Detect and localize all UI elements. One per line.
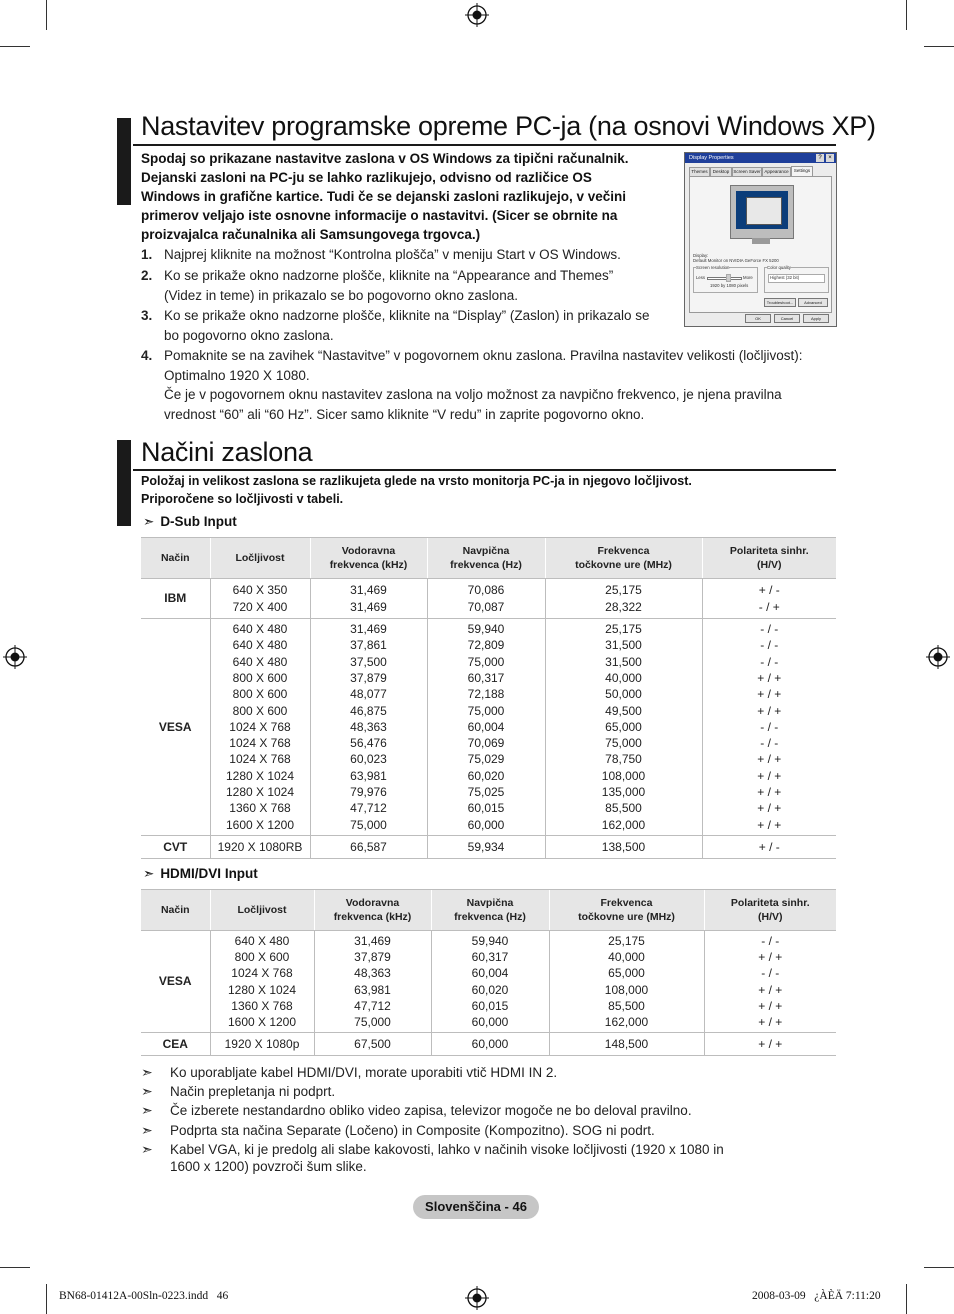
dialog-titlebar	[685, 153, 836, 163]
monitor-illustration	[730, 185, 794, 239]
cell-horizontal-freq: 67,500	[314, 1033, 431, 1056]
step-2	[141, 266, 701, 306]
tab-themes: Themes	[689, 167, 710, 177]
cell-sync-polarity: + / - - / +	[702, 579, 836, 619]
dsub-label-text: D-Sub Input	[160, 514, 237, 529]
note-item	[141, 1083, 831, 1101]
crop-mark	[906, 0, 907, 30]
apply-button: Apply	[803, 314, 829, 323]
arrow-icon: ➣	[141, 1141, 153, 1157]
col-header-pixel-clock: Frekvenca točkovne ure (MHz)	[545, 538, 702, 579]
cell-horizontal-freq: 31,469 37,879 48,363 63,981 47,712 75,000	[314, 931, 431, 1033]
step-number: 3.	[141, 308, 153, 323]
cell-vertical-freq: 59,934	[427, 836, 545, 859]
section-title-pc-setup: Nastavitev programske opreme PC-ja (na osnovi Windows XP)	[141, 111, 876, 141]
cell-sync-polarity: - / - + / + - / - + / + + / + + / +	[704, 931, 836, 1033]
col-header-resolution: Ločljivost	[210, 890, 314, 931]
cell-resolution: 640 X 350 720 X 400	[210, 579, 310, 619]
table-row	[141, 619, 836, 836]
crop-mark	[46, 1284, 47, 1314]
advanced-button: Advanced	[798, 298, 828, 307]
cell-pixel-clock: 25,175 31,500 31,500 40,000 50,000 49,500 65,000 75,000 78,750 108,000 135,000 85,500 162,000	[545, 619, 702, 836]
tab-screen-saver: Screen Saver	[732, 167, 762, 177]
col-header-mode: Način	[141, 538, 210, 579]
step-4	[141, 346, 841, 426]
step-number: 1.	[141, 247, 153, 262]
registration-mark-icon	[465, 1286, 489, 1310]
section-bar	[117, 118, 131, 205]
crop-mark	[924, 1267, 954, 1268]
cell-horizontal-freq: 31,469 37,861 37,500 37,879 48,077 46,875 48,363 56,476 60,023 63,981 79,976 47,712 75,000	[310, 619, 427, 836]
intro-line: proizvajalca računalnika ali Samsungovega trgovca.)	[141, 227, 481, 242]
cell-vertical-freq: 60,000	[431, 1033, 549, 1056]
section-rule	[133, 144, 836, 146]
print-slug-left: BN68-01412A-00Sln-0223.indd 46	[59, 1290, 229, 1302]
cell-vertical-freq: 59,940 60,317 60,004 60,020 60,015 60,000	[431, 931, 549, 1033]
monitor-stand	[752, 238, 770, 244]
tab-desktop: Desktop	[710, 167, 732, 177]
step-number: 2.	[141, 268, 153, 283]
col-header-resolution: Ločljivost	[210, 538, 310, 579]
note-item	[141, 1141, 831, 1177]
registration-mark-icon	[465, 3, 489, 27]
dialog-pane	[689, 176, 832, 313]
print-slug-right: 2008-03-09 ¿ÀÈÄ 7:11:20	[752, 1290, 881, 1302]
step-text: Ko se prikaže okno nadzorne plošče, kliknite na “Display” (Zaslon) in prikazalo se bo pogovorno okno zaslona.	[164, 308, 650, 343]
section-title-display-modes: Načini zaslona	[141, 437, 313, 467]
pc-setup-intro	[141, 149, 671, 244]
crop-mark	[46, 0, 47, 30]
cell-pixel-clock: 148,500	[549, 1033, 704, 1056]
cell-pixel-clock: 25,175 40,000 65,000 108,000 85,500 162,000	[549, 931, 704, 1033]
arrow-icon: ➣	[143, 866, 155, 881]
hdmi-input-label	[143, 866, 258, 882]
crop-mark	[0, 46, 30, 47]
step-text: Ko se prikaže okno nadzorne plošče, kliknite na “Appearance and Themes” (Videz in teme) in prikazalo se bo pogovorno okno zaslona.	[164, 268, 614, 303]
col-header-pixel-clock: Frekvenca točkovne ure (MHz)	[549, 890, 704, 931]
ok-button: OK	[745, 314, 771, 323]
dsub-table	[141, 537, 836, 859]
note-text: Podprta sta načina Separate (Ločeno) in Composite (Kompozitno). SOG ni podrt.	[170, 1123, 655, 1138]
col-header-sync-polarity: Polariteta sinhr. (H/V)	[704, 890, 836, 931]
hdmi-label-text: HDMI/DVI Input	[160, 866, 258, 881]
display-label: Display:	[693, 253, 709, 258]
resolution-label: Screen resolution	[696, 265, 730, 270]
table-row	[141, 836, 836, 859]
crop-mark	[924, 46, 954, 47]
note-text: Ko uporabljate kabel HDMI/DVI, morate uporabiti vtič HDMI IN 2.	[170, 1065, 558, 1080]
table-row	[141, 931, 836, 1033]
step-number: 4.	[141, 348, 153, 363]
registration-mark-icon	[926, 645, 950, 669]
display-value: Default Monitor on NVIDIA GeForce FX 5200	[693, 258, 779, 263]
arrow-icon: ➣	[143, 514, 155, 529]
cell-mode: VESA	[141, 619, 210, 836]
arrow-icon: ➣	[141, 1064, 153, 1080]
cell-resolution: 640 X 480 640 X 480 640 X 480 800 X 600 800 X 600 800 X 600 1024 X 768 1024 X 768 1024 X 768 1280 X 1024 1280 X 1024 1360 X 768 1600 X 1200	[210, 619, 310, 836]
col-header-vertical-freq: Navpična frekvenca (Hz)	[431, 890, 549, 931]
cell-horizontal-freq: 66,587	[310, 836, 427, 859]
cell-mode: VESA	[141, 931, 210, 1033]
arrow-icon: ➣	[141, 1102, 153, 1118]
help-icon: ?	[816, 154, 824, 162]
intro-line: primerov veljajo iste osnovne informacije o nastavitvi. (Sicer se obrnite na	[141, 208, 618, 223]
intro-line: Položaj in velikost zaslona se razlikujeta glede na vrsto monitorja PC-ja in njegovo ločljivost.	[141, 474, 692, 488]
hdmi-table	[141, 889, 836, 1056]
arrow-icon: ➣	[141, 1122, 153, 1138]
table-row	[141, 579, 836, 619]
monitor-window	[746, 197, 782, 225]
cell-mode: IBM	[141, 579, 210, 619]
step-1	[141, 245, 701, 265]
dialog-title: Display Properties	[689, 155, 734, 161]
col-header-sync-polarity: Polariteta sinhr. (H/V)	[702, 538, 836, 579]
intro-line: Priporočene so ločljivosti v tabeli.	[141, 491, 344, 506]
tab-appearance: Appearance	[762, 167, 791, 177]
note-text: Način prepletanja ni podprt.	[170, 1084, 336, 1099]
table-header-row	[141, 538, 836, 579]
cell-sync-polarity: + / -	[702, 836, 836, 859]
table-row	[141, 1033, 836, 1056]
troubleshoot-button: Troubleshoot...	[764, 298, 796, 307]
tab-settings: Settings	[791, 166, 813, 177]
page-number-badge: Slovenščina - 46	[413, 1195, 539, 1219]
crop-mark	[906, 1284, 907, 1314]
intro-line: Dejanski zasloni na PC-ju se lahko razlikujejo, odvisno od različice OS	[141, 170, 592, 185]
more-label: More	[743, 275, 753, 280]
cell-vertical-freq: 59,940 72,809 75,000 60,317 72,188 75,000 60,004 70,069 75,029 60,020 75,025 60,015 60,000	[427, 619, 545, 836]
step-3	[141, 306, 701, 346]
color-label: Color quality	[767, 265, 791, 270]
cell-resolution: 640 X 480 800 X 600 1024 X 768 1280 X 1024 1360 X 768 1600 X 1200	[210, 931, 314, 1033]
cell-vertical-freq: 70,086 70,087	[427, 579, 545, 619]
cell-sync-polarity: + / +	[704, 1033, 836, 1056]
table-header-row	[141, 890, 836, 931]
dsub-input-label	[143, 514, 237, 530]
arrow-icon: ➣	[141, 1083, 153, 1099]
resolution-slider	[707, 277, 742, 280]
registration-mark-icon	[3, 645, 27, 669]
col-header-mode: Način	[141, 890, 210, 931]
intro-line: Spodaj so prikazane nastavitve zaslona v OS Windows za tipični računalnik.	[141, 151, 629, 166]
note-item	[141, 1064, 831, 1082]
cell-sync-polarity: - / - - / - - / - + / + + / + + / + - / - - / - + / + + / + + / + + / + + / +	[702, 619, 836, 836]
cell-resolution: 1920 X 1080p	[210, 1033, 314, 1056]
note-text: Kabel VGA, ki je predolg ali slabe kakovosti, lahko v načinih visoke ločljivosti (1920 x 1080 in 1600 x 1200) povzroči šum slike.	[170, 1142, 724, 1174]
step-text: Pomaknite se na zavihek “Nastavitve” v pogovornem oknu zaslona. Pravilna nastavitev velikosti (ločljivost): Optimalno 1920 X 1080. Če je v pogovornem oknu nastavitev zaslona na voljo možnost za navpično frekvenco, je njena pravilna vrednost “60” ali “60 Hz”. Sicer samo kliknite “V redu” in zaprite pogovorno okno.	[164, 348, 803, 422]
step-text: Najprej kliknite na možnost “Kontrolna plošča” v meniju Start v OS Windows.	[164, 247, 621, 262]
color-value: Highest (32 bit)	[770, 275, 800, 280]
section-bar	[117, 440, 131, 526]
section-rule	[133, 469, 836, 471]
cell-pixel-clock: 25,175 28,322	[545, 579, 702, 619]
note-item	[141, 1122, 831, 1140]
cell-mode: CVT	[141, 836, 210, 859]
close-icon: ×	[826, 154, 834, 162]
col-header-vertical-freq: Navpična frekvenca (Hz)	[427, 538, 545, 579]
less-label: Less	[696, 275, 706, 280]
note-item	[141, 1102, 831, 1120]
intro-line: Windows in grafične kartice. Tudi če se dejanski zasloni razlikujejo, v večini	[141, 189, 627, 204]
cell-mode: CEA	[141, 1033, 210, 1056]
note-text: Če izberete nestandardno obliko video zapisa, televizor mogoče ne bo deloval pravilno.	[170, 1103, 692, 1118]
slider-thumb	[726, 274, 731, 282]
crop-mark	[0, 1267, 30, 1268]
display-modes-intro	[141, 473, 831, 508]
col-header-horizontal-freq: Vodoravna frekvenca (kHz)	[314, 890, 431, 931]
monitor-screen	[736, 191, 788, 229]
cell-pixel-clock: 138,500	[545, 836, 702, 859]
col-header-horizontal-freq: Vodoravna frekvenca (kHz)	[310, 538, 427, 579]
cell-horizontal-freq: 31,469 31,469	[310, 579, 427, 619]
cancel-button: Cancel	[774, 314, 800, 323]
resolution-value: 1920 by 1080 pixels	[710, 283, 749, 288]
display-properties-dialog	[684, 152, 837, 327]
cell-resolution: 1920 X 1080RB	[210, 836, 310, 859]
